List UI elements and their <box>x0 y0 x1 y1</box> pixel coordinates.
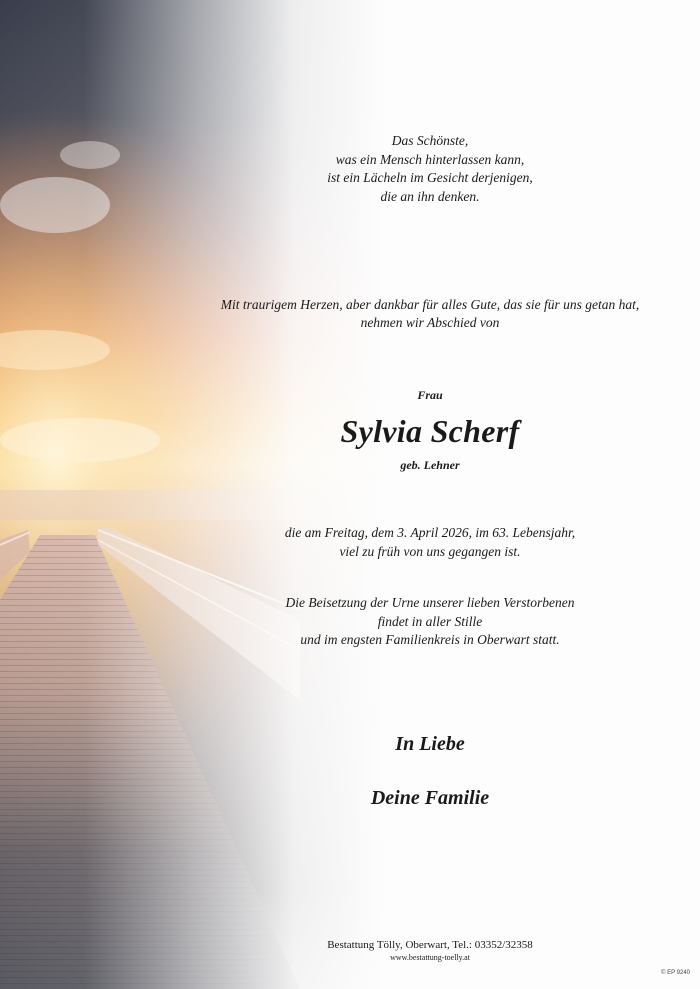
poem-line: die an ihn denken. <box>380 188 480 204</box>
intro-line: nehmen wir Abschied von <box>360 315 500 330</box>
funeral-home-contact: Bestattung Tölly, Oberwart, Tel.: 03352/32358 <box>327 939 533 951</box>
burial-notice-line: Die Beisetzung der Urne unserer lieben Verstorbenen <box>285 595 575 610</box>
deceased-honorific: Frau <box>417 388 443 402</box>
poem-line: ist ein Lächeln im Gesicht derjenigen, <box>327 170 533 185</box>
farewell-intro <box>150 296 700 332</box>
poem-line: Das Schönste, <box>391 133 469 148</box>
burial-notice-line: und im engsten Familienkreis in Oberwart statt. <box>300 632 560 647</box>
burial-notice-line: findet in aller Stille <box>377 613 483 629</box>
burial-notice <box>150 594 700 650</box>
death-notice-line: viel zu früh von uns gegangen ist. <box>339 543 521 559</box>
intro-line: Mit traurigem Herzen, aber dankbar für alles Gute, das sie für uns getan hat, <box>220 297 640 312</box>
death-notice <box>150 524 700 561</box>
closing-family: Deine Familie <box>370 787 490 809</box>
poem-line: was ein Mensch hinterlassen kann, <box>335 151 525 167</box>
closing-in-liebe: In Liebe <box>395 733 465 755</box>
deceased-maiden-name: geb. Lehner <box>400 458 460 472</box>
copyright-mark: © EP 9240 <box>661 970 690 976</box>
deceased-name: Sylvia Scherf <box>340 413 520 449</box>
memorial-poem <box>150 132 700 206</box>
death-notice-line: die am Freitag, dem 3. April 2026, im 63. Lebensjahr, <box>284 525 576 540</box>
funeral-home-website[interactable]: www.bestattung-toelly.at <box>390 953 470 962</box>
